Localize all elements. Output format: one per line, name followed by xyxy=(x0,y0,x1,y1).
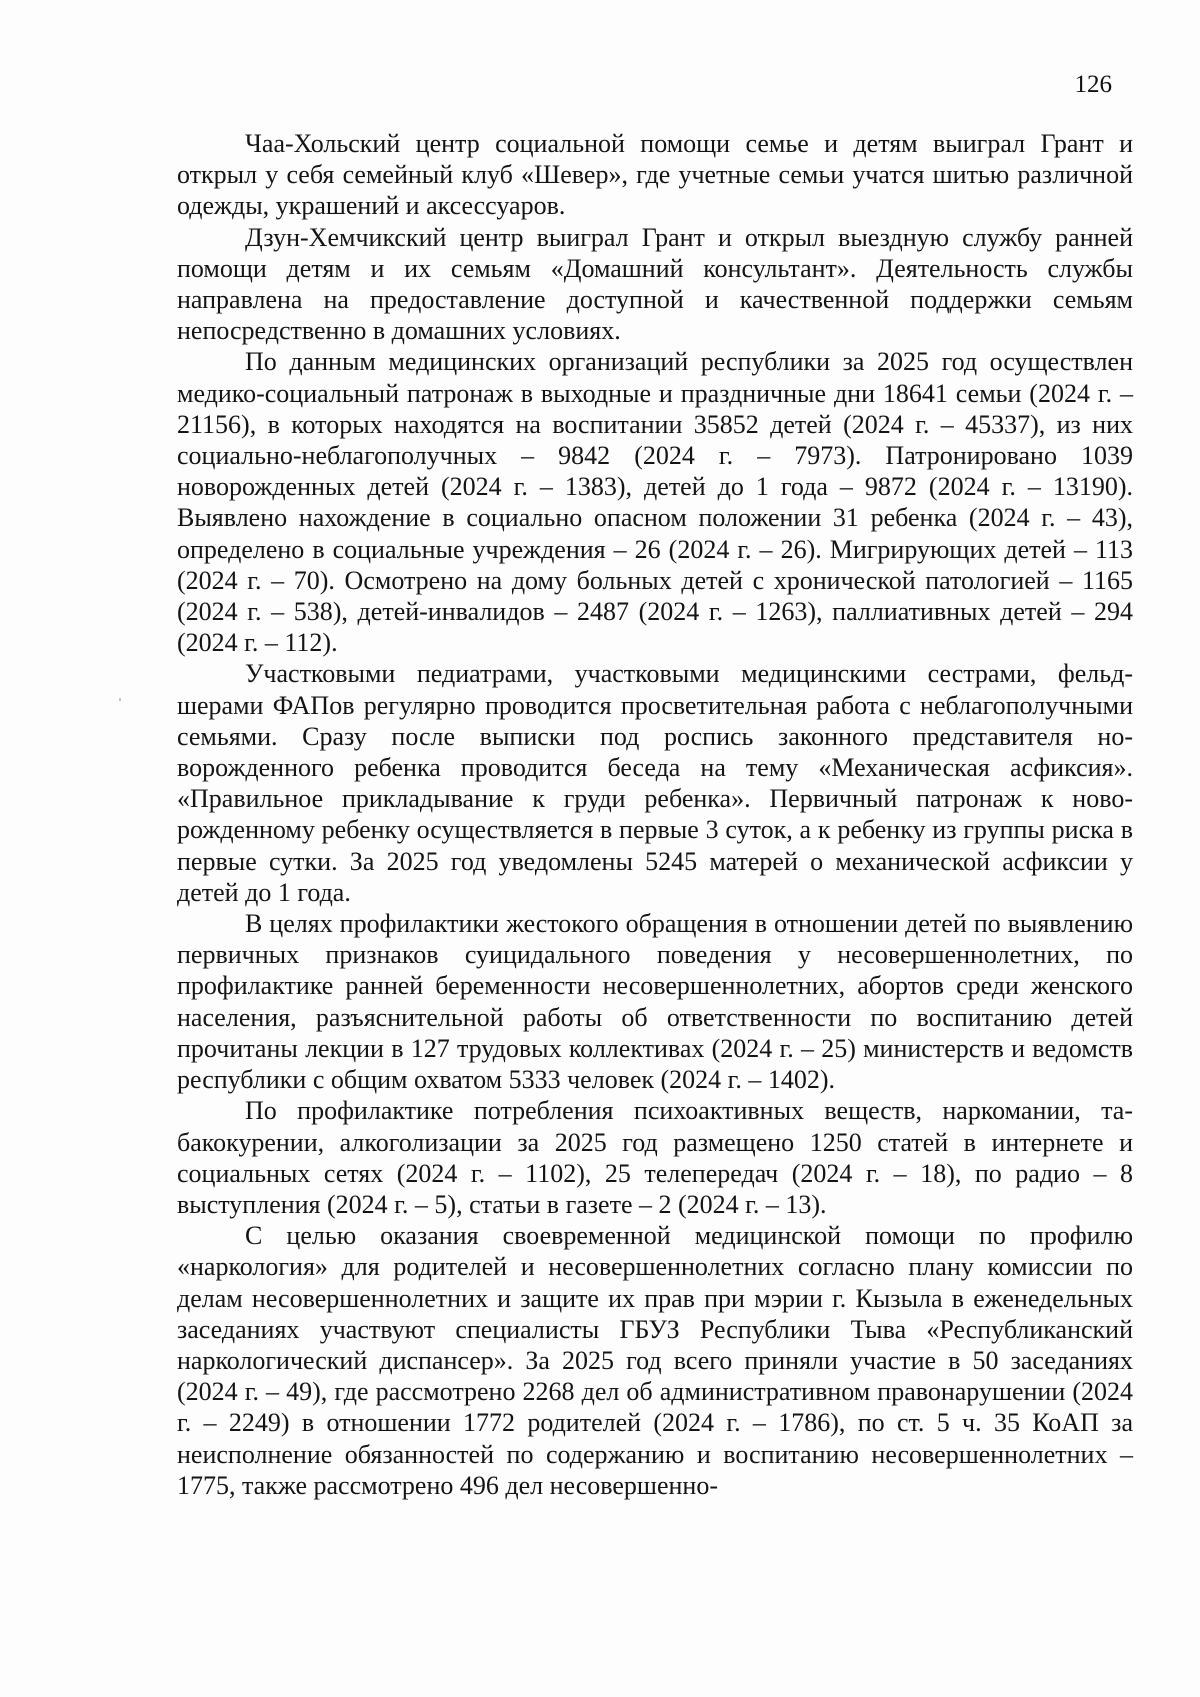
page-number: 126 xyxy=(1074,71,1112,98)
paragraph-pediatric-education: Участковыми педиатрами, участковыми медицинскими сестрами, фельдшерами ФАПов регулярно проводится просветительная работа с неблагополучными семьями. Сразу после выписки под роспись законного представителя новорожденного ребенка проводится беседа на тему «Механическая асфиксия». «Правильное прикладывание к груди ребенка». Первичный патронаж к новорожденному ребенку осуществляется в первые 3 суток, а к ребенку из группы риска в первые сутки. За 2025 год уведомлены 5245 матерей о механической асфиксии у детей до 1 года. xyxy=(177,659,1133,907)
paragraph-abuse-prevention-lectures: В целях профилактики жестокого обращения в отношении детей по выявлению первичных признаков суицидального поведения у несовершеннолетних, по профилактике ранней беременности несовершеннолетних, абортов среди женского населения, разъяснительной работы об ответственности по воспитанию детей прочитаны лекции в 127 трудовых коллективах (2024 г. – 25) министерств и ведомств республики с общим охватом 5333 человек (2024 г. – 1402). xyxy=(177,909,1133,1095)
scan-speck xyxy=(119,698,121,701)
paragraph-chaa-khol-center: Чаа-Хольский центр социальной помощи семье и детям выиграл Грант и открыл у себя семейный клуб «Шевер», где учетные семьи учатся шитью различной одежды, украшений и аксессуаров. xyxy=(177,129,1133,221)
paragraph-dzun-khemchik-center: Дзун-Хемчикский центр выиграл Грант и открыл выездную службу ранней помощи детям и их семьям «Домашний консультант». Деятельность службы направлена на предоставление доступной и качественной поддержки семьям непосредственно в домашних условиях. xyxy=(177,222,1133,346)
paragraph-narcology-commission: С целью оказания своевременной медицинской помощи по профилю «наркология» для родителей и несовершеннолетних согласно плану комиссии по делам несовершеннолетних и защите их прав при мэрии г. Кызыла в еженедельных заседаниях участвуют специалисты ГБУЗ Республики Тыва «Республиканский наркологический диспансер». За 2025 год всего приняли участие в 50 заседаниях (2024 г. – 49), где рассмотрено 2268 дел об административном правонарушении (2024 г. – 2249) в отношении 1772 родителей (2024 г. – 1786), по ст. 5 ч. 35 КоАП за неисполнение обязанностей по содержанию и воспитанию несовершеннолетних – 1775, также рассмотрено 496 дел несовершенно- xyxy=(177,1221,1133,1500)
paragraph-medical-patronage: По данным медицинских организаций республики за 2025 год осуществлен медико-социальный патронаж в выходные и праздничные дни 18641 семьи (2024 г. – 21156), в которых находятся на воспитании 35852 детей (2024 г. – 45337), из них социально-неблагополучных – 9842 (2024 г. – 7973). Патронировано 1039 новорожденных детей (2024 г. – 1383), детей до 1 года – 9872 (2024 г. – 13190). Выявлено нахождение в социально опасном положении 31 ребенка (2024 г. – 43), определено в социальные учреждения – 26 (2024 г. – 26). Мигрирующих детей – 113 (2024 г. – 70). Осмотрено на дому больных детей с хронической патологией – 1165 (2024 г. – 538), детей-инвалидов – 2487 (2024 г. – 1263), паллиативных детей – 294 (2024 г. – 112). xyxy=(177,347,1133,658)
document-body xyxy=(177,128,1133,1501)
paragraph-substance-prevention: По профилактике потребления психоактивных веществ, наркомании, табакокурении, алкоголизации за 2025 год размещено 1250 статей в интернете и социальных сетях (2024 г. – 1102), 25 телепередач (2024 г. – 18), по радио – 8 выступления (2024 г. – 5), статьи в газете – 2 (2024 г. – 13). xyxy=(177,1096,1133,1219)
